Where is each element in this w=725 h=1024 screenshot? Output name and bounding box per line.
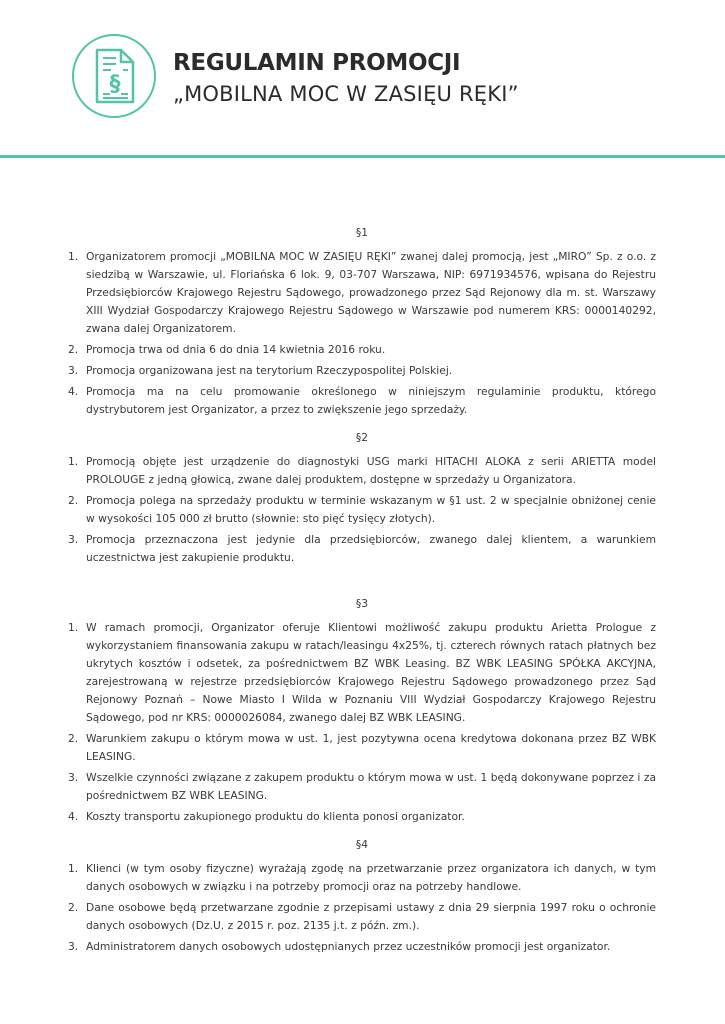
page-header xyxy=(0,0,725,160)
section-2 xyxy=(68,429,656,567)
list-item: 2. Dane osobowe będą przetwarzane zgodnie z przepisami ustawy z dnia 29 sierpnia 1997 roku o ochronie danych osobowych (Dz.U. z 2015 r. poz. 2135 j.t. z późn. zm.). xyxy=(68,901,656,932)
regulations-body xyxy=(68,224,656,966)
list-item: 2. Promocja trwa od dnia 6 do dnia 14 kwietnia 2016 roku. xyxy=(68,343,386,356)
logo-circle xyxy=(72,34,156,118)
list-item: 4. Koszty transportu zakupionego produktu do klienta ponosi organizator. xyxy=(68,810,465,823)
svg-text:§: § xyxy=(109,72,121,97)
section-4 xyxy=(68,836,656,956)
list-item: 1. Organizatorem promocji „MOBILNA MOC W ZASIĘU RĘKI” zwanej dalej promocją, jest „MIRO” Sp. z o.o. z siedzibą w Warszawie, ul. Floriańska 6 lok. 9, 03-707 Warszawa, NIP: 6971934576, wpisana do Rejestru Przedsiębiorców Krajowego Rejestru Sądowego, prowadzonego przez Sąd Rejonowy dla m. st. Warszawy XIII Wydział Gospodarczy Krajowego Rejestru Sądowego w Warszawie pod numerem KRS: 0000140292, zwana dalej Organizatorem. xyxy=(68,250,656,335)
section-title: §1 xyxy=(355,226,369,239)
list-item: 1. Promocją objęte jest urządzenie do diagnostyki USG marki HITACHI ALOKA z serii ARIETTA model PROLOUGE z jedną głowicą, zwane dalej produktem, dostępne w sprzedaży u Organizatora. xyxy=(68,455,656,486)
list-item: 3. Promocja organizowana jest na terytorium Rzeczypospolitej Polskiej. xyxy=(68,364,453,377)
list-item: 2. Promocja polega na sprzedaży produktu w terminie wskazanym w §1 ust. 2 w specjalnie obniżonej cenie w wysokości 105 000 zł brutto (słownie: sto pięć tysięcy złotych). xyxy=(68,494,656,525)
list-item: 4. Promocja ma na celu promowanie określonego w niniejszym regulaminie produktu, którego dystrybutorem jest Organizator, a przez to zwiększenie jego sprzedaży. xyxy=(68,385,656,416)
section-title: §3 xyxy=(355,597,369,610)
list-item: 3. Promocja przeznaczona jest jedynie dla przedsiębiorców, zwanego dalej klientem, a warunkiem uczestnictwa jest zakupienie produktu. xyxy=(68,533,656,564)
list-item: 1. W ramach promocji, Organizator oferuje Klientowi możliwość zakupu produktu Arietta Prologue z wykorzystaniem finansowania zakupu w ratach/leasingu 4x25%, tj. czterech równych ratach płatnych bez ukrytych kosztów i odsetek, za pośrednictwem BZ WBK Leasing. BZ WBK LEASING SPÓŁKA AKCYJNA, zarejestrowaną w rejestrze przedsiębiorców Krajowego Rejestru Sądowego prowadzonego przez Sąd Rejonowy Poznań – Nowe Miasto I Wilda w Poznaniu VIII Wydział Gospodarczy Krajowego Rejestru Sądowego, pod nr KRS: 0000026084, zwanego dalej BZ WBK LEASING. xyxy=(68,621,656,724)
section-1 xyxy=(68,224,656,419)
section-3 xyxy=(68,595,656,826)
page-title: REGULAMIN PROMOCJI xyxy=(173,50,461,76)
list-item: 1. Klienci (w tym osoby fizyczne) wyrażają zgodę na przetwarzanie przez organizatora ich danych, w tym danych osobowych w związku i na potrzeby promocji oraz na potrzeby handlowe. xyxy=(68,862,656,893)
list-item: 3. Wszelkie czynności związane z zakupem produktu o którym mowa w ust. 1 będą dokonywane poprzez i za pośrednictwem BZ WBK LEASING. xyxy=(68,771,656,802)
section-title: §2 xyxy=(355,431,369,444)
section-title: §4 xyxy=(355,838,369,851)
page-subtitle: „MOBILNA MOC W ZASIĘU RĘKI” xyxy=(173,82,519,106)
list-item: 3. Administratorem danych osobowych udostępnianych przez uczestników promocji jest organizator. xyxy=(68,940,611,953)
document-paragraph-icon xyxy=(89,48,139,104)
header-divider xyxy=(0,155,725,158)
list-item: 2. Warunkiem zakupu o którym mowa w ust. 1, jest pozytywna ocena kredytowa dokonana przez BZ WBK LEASING. xyxy=(68,732,656,763)
